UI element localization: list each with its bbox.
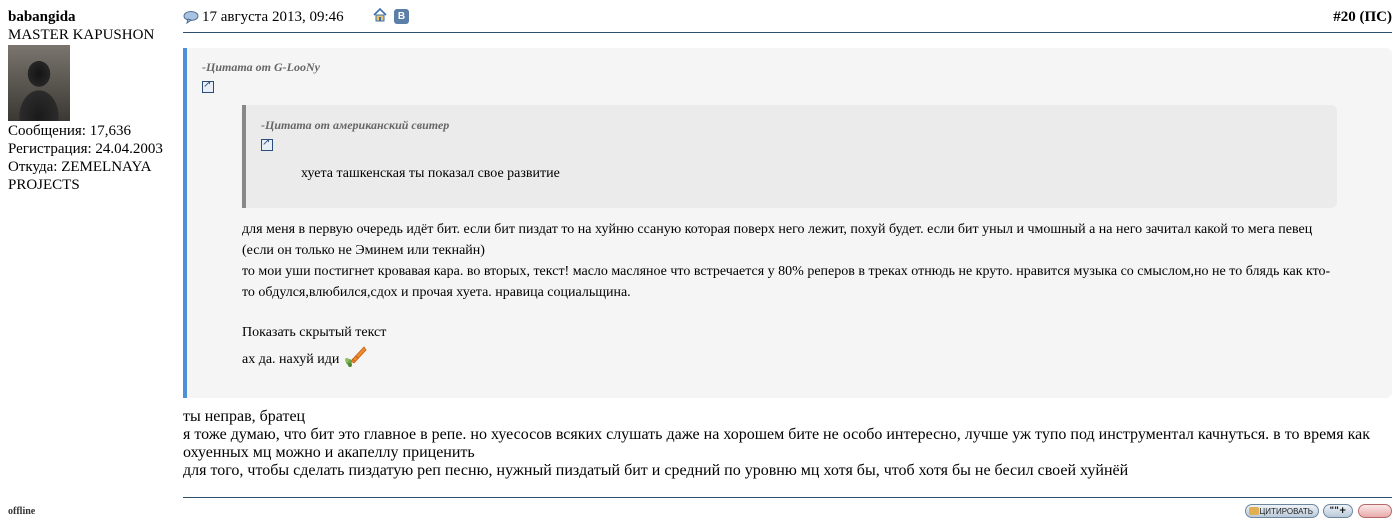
jump-to-post-icon[interactable] — [261, 139, 273, 151]
post-body-line: охуенных мц можно и акапеллу приценить — [183, 444, 475, 461]
quote-author: -Цитата от G-LooNy — [202, 60, 320, 74]
username[interactable]: babangida — [8, 9, 76, 25]
post-number[interactable] — [1333, 9, 1392, 26]
post-number-value[interactable]: #20 — [1333, 9, 1356, 25]
user-registration: Регистрация: 24.04.2003 — [8, 141, 163, 157]
avatar[interactable] — [8, 45, 70, 121]
quote-last-line-text: ах да. нахуй иди — [242, 352, 340, 367]
online-status: offline — [8, 506, 36, 517]
jump-to-post-icon[interactable] — [202, 81, 214, 93]
quote-text — [242, 219, 1342, 303]
quote-block — [183, 48, 1392, 398]
vk-icon[interactable]: В — [394, 9, 409, 24]
quote-last-line — [242, 345, 367, 368]
post-header — [183, 8, 1392, 33]
post-date: 17 августа 2013, 09:46 — [202, 9, 344, 25]
user-location: Откуда: ZEMELNAYA PROJECTS — [8, 159, 151, 193]
post-number-suffix: (ПС) — [1359, 9, 1392, 25]
carrot-smiley-icon — [343, 345, 367, 367]
quote-button[interactable]: ЦИТИРОВАТЬ — [1245, 504, 1319, 518]
nested-quote-author: -Цитата от американский свитер — [261, 118, 450, 132]
quote-text-line: (если он только не Эминем или текнайн) — [242, 243, 485, 258]
user-title: MASTER KAPUSHON — [8, 27, 155, 43]
quote-text-line: то обдулся,влюбился,сдох и прочая хуета. нравица социальщина. — [242, 285, 631, 300]
home-icon[interactable] — [373, 8, 387, 22]
user-posts-count: Сообщения: 17,636 — [8, 123, 131, 139]
post-footer-divider — [183, 497, 1392, 498]
nested-quote-text: хуета ташкенская ты показал свое развитие — [301, 166, 560, 181]
nested-quote-block — [242, 105, 1337, 208]
quote-text-line: то мои уши постигнет кровавая кара. во вторых, текст! масло масляное что встречается у 80% реперов в треках отнюдь не круто. нравится музыка со смыслом,но не то блядь как кто- — [242, 264, 1331, 279]
post-body-line: для того, чтобы сделать пиздатую реп песню, нужный пиздатый бит и средний по уровню мц хотя бы, чтоб хотя бы не бесил своей хуйнёй — [183, 462, 1129, 479]
post-body-line: ты неправ, братец — [183, 408, 306, 425]
quote-text-line: для меня в первую очередь идёт бит. если бит пиздат то на хуйню ссаную которая поверх него лежит, похуй будет. если бит уныл и чмошный а на него зачитал какой то мега певец — [242, 222, 1313, 237]
post-body-line: я тоже думаю, что бит это главное в репе. но хуесосов всяких слушать даже на хорошем бите не особо интересно, лучше уж тупо под инструментал качнуться. в то время как — [183, 426, 1371, 443]
show-hidden-text-link[interactable]: Показать скрытый текст — [242, 325, 387, 340]
user-panel — [8, 8, 178, 194]
reply-icon[interactable] — [1358, 504, 1392, 518]
post-body — [183, 408, 1392, 480]
speech-bubble-icon — [183, 10, 199, 24]
multiquote-button[interactable]: ""+ — [1323, 504, 1353, 518]
